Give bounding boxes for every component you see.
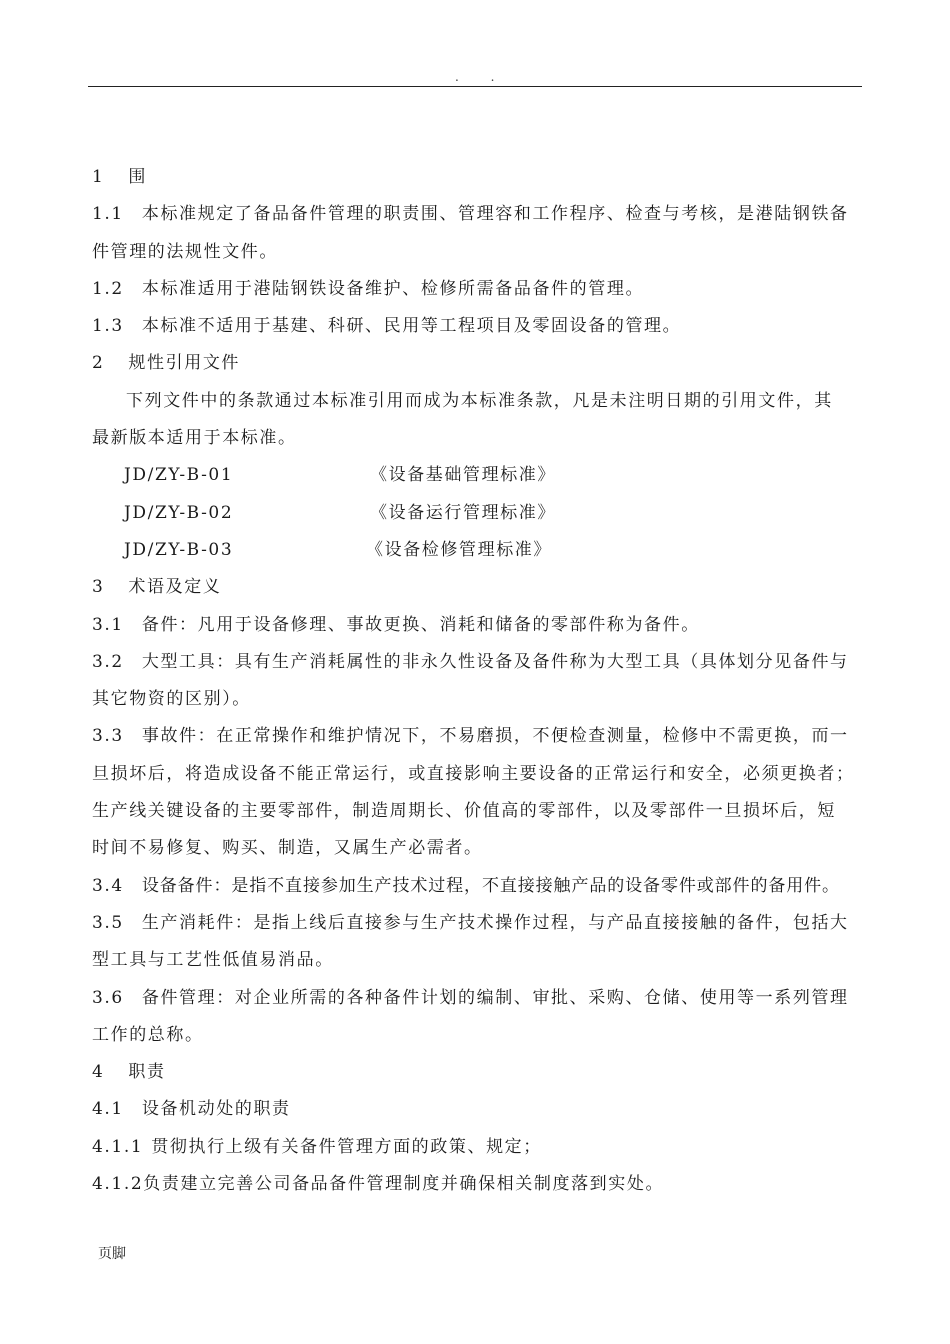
clause-1-2 bbox=[92, 271, 862, 308]
reference-title: 《设备运行管理标准》 bbox=[370, 502, 556, 523]
clause-number: 4.1.1 bbox=[92, 1136, 144, 1157]
clause-text: 设备机动处的职责 bbox=[141, 1099, 291, 1120]
section-number: 2 bbox=[92, 353, 105, 374]
clause-3-5-cont: 型工具与工艺性低值易消品。 bbox=[92, 950, 334, 971]
clause-number: 3.3 bbox=[92, 726, 124, 747]
clause-number: 3.1 bbox=[92, 614, 124, 635]
clause-number: 3.4 bbox=[92, 875, 124, 896]
clause-3-3 bbox=[92, 718, 862, 755]
reference-code: JD/ZY-B-02 bbox=[124, 502, 234, 523]
section-3-heading bbox=[92, 569, 862, 606]
clause-number: 3.6 bbox=[92, 987, 124, 1008]
clause-text: 本标准规定了备品备件管理的职责围、管理容和工作程序、检查与考核，是港陆钢铁备 bbox=[141, 204, 849, 225]
section-title: 规性引用文件 bbox=[128, 353, 241, 374]
section-title: 职责 bbox=[128, 1062, 166, 1083]
clause-3-3-cont: 生产线关键设备的主要零部件，制造周期长、价值高的零部件，以及零部件一旦损坏后，短 bbox=[92, 801, 836, 822]
section-2-heading bbox=[92, 345, 862, 382]
document-body bbox=[92, 159, 862, 1203]
reference-row bbox=[92, 532, 862, 569]
reference-title: 《设备基础管理标准》 bbox=[370, 465, 556, 486]
clause-3-5 bbox=[92, 905, 862, 942]
intro-paragraph: 下列文件中的条款通过本标准引用而成为本标准条款，凡是未注明日期的引用文件，其 bbox=[126, 390, 833, 411]
reference-row bbox=[92, 457, 862, 494]
clause-text: 贯彻执行上级有关备件管理方面的政策、规定； bbox=[151, 1136, 542, 1157]
clause-3-2 bbox=[92, 644, 862, 681]
clause-number: 1.2 bbox=[92, 278, 124, 299]
reference-code: JD/ZY-B-01 bbox=[124, 465, 234, 486]
reference-code: JD/ZY-B-03 bbox=[124, 539, 234, 560]
section-1-heading bbox=[92, 159, 862, 196]
header-mark: . . bbox=[455, 70, 509, 84]
clause-number: 4.1.2 bbox=[92, 1174, 144, 1195]
clause-1-1 bbox=[92, 196, 862, 233]
clause-4-1 bbox=[92, 1091, 862, 1128]
clause-3-3-cont: 旦损坏后，将造成设备不能正常运行，或直接影响主要设备的正常运行和安全，必须更换者； bbox=[92, 763, 855, 784]
clause-4-1-2 bbox=[92, 1166, 862, 1203]
clause-number: 1.3 bbox=[92, 316, 124, 337]
clause-number: 4.1 bbox=[92, 1099, 124, 1120]
header-rule bbox=[88, 86, 862, 87]
clause-1-3 bbox=[92, 308, 862, 345]
clause-text: 生产消耗件：是指上线后直接参与生产技术操作过程，与产品直接接触的备件，包括大 bbox=[141, 912, 849, 933]
section-4-heading bbox=[92, 1054, 862, 1091]
clause-text: 大型工具：具有生产消耗属性的非永久性设备及备件称为大型工具（具体划分见备件与 bbox=[141, 651, 849, 672]
intro-paragraph-cont: 最新版本适用于本标准。 bbox=[92, 428, 297, 449]
section-title: 围 bbox=[128, 167, 148, 187]
clause-4-1-1 bbox=[92, 1129, 862, 1166]
clause-text: 事故件：在正常操作和维护情况下，不易磨损，不便检查测量，检修中不需更换，而一 bbox=[141, 726, 849, 747]
section-number: 4 bbox=[92, 1062, 105, 1083]
clause-3-4 bbox=[92, 868, 862, 905]
clause-text: 本标准不适用于基建、科研、民用等工程项目及零固设备的管理。 bbox=[141, 316, 682, 337]
clause-text: 备件：凡用于设备修理、事故更换、消耗和储备的零部件称为备件。 bbox=[141, 614, 700, 635]
clause-1-1-cont: 件管理的法规性文件。 bbox=[92, 241, 278, 262]
clause-3-3-cont: 时间不易修复、购买、制造，又属生产必需者。 bbox=[92, 838, 483, 859]
clause-text: 设备备件：是指不直接参加生产技术过程，不直接接触产品的设备零件或部件的备用件。 bbox=[141, 875, 840, 896]
clause-text: 本标准适用于港陆钢铁设备维护、检修所需备品备件的管理。 bbox=[141, 278, 645, 299]
clause-number: 3.5 bbox=[92, 912, 124, 933]
clause-number: 3.2 bbox=[92, 651, 124, 672]
clause-3-1 bbox=[92, 607, 862, 644]
page-footer: 页脚 bbox=[98, 1246, 126, 1262]
clause-3-2-cont: 其它物资的区别）。 bbox=[92, 689, 251, 710]
clause-text: 负责建立完善公司备品备件管理制度并确保相关制度落到实处。 bbox=[143, 1174, 665, 1195]
reference-row bbox=[92, 495, 862, 532]
clause-3-6 bbox=[92, 980, 862, 1017]
clause-3-6-cont: 工作的总称。 bbox=[92, 1024, 204, 1045]
section-number: 1 bbox=[92, 167, 105, 187]
section-title: 术语及定义 bbox=[128, 577, 222, 598]
clause-number: 1.1 bbox=[92, 204, 124, 225]
reference-title: 《设备检修管理标准》 bbox=[366, 539, 552, 560]
section-number: 3 bbox=[92, 577, 105, 598]
clause-text: 备件管理：对企业所需的各种备件计划的编制、审批、采购、仓储、使用等一系列管理 bbox=[141, 987, 849, 1008]
